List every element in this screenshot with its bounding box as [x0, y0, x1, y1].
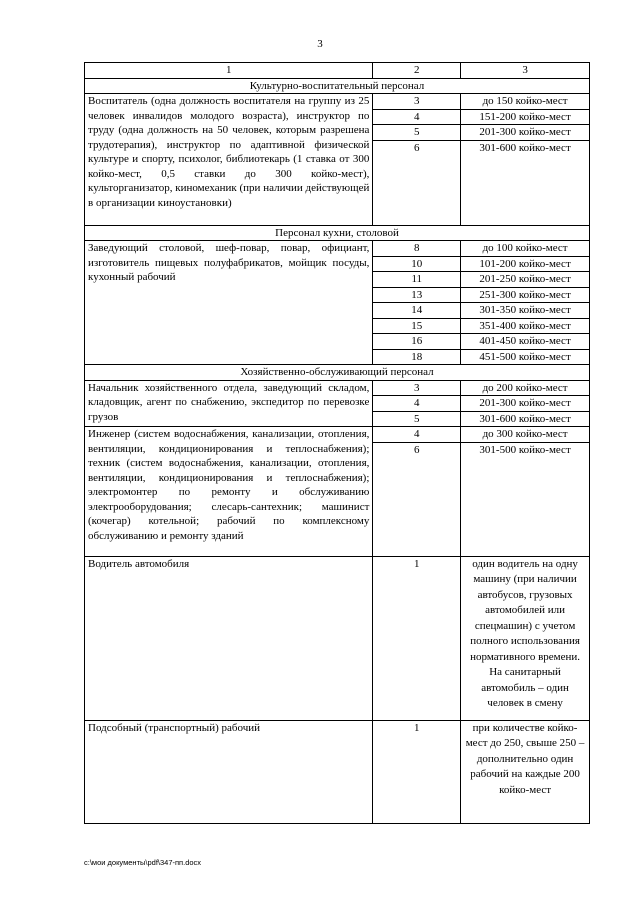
bed-range: 201-300 койко-мест	[461, 125, 590, 141]
table-row	[85, 427, 590, 443]
position-description: Инженер (систем водоснабжения, канализации, отопления, вентиляции, кондиционирования и теплоснабжения); техник (систем водоснабжения, канализации, отопления, вентиляции, кондиционирования и теплоснабжения); электромонтер по ремонту и обслуживанию электрооборудования; слесарь-сантехник; машинист (кочегар) котельной; рабочий по комплексному обслуживанию и ремонту зданий	[85, 427, 373, 557]
staff-count: 4	[373, 109, 461, 125]
staff-count: 3	[373, 380, 461, 396]
bed-range: 351-400 койко-мест	[461, 318, 590, 334]
staff-count: 6	[373, 442, 461, 556]
bed-range: 451-500 койко-мест	[461, 349, 590, 365]
table-row	[85, 241, 590, 257]
staff-count: 11	[373, 272, 461, 288]
section-cultural	[85, 78, 590, 94]
staff-count: 8	[373, 241, 461, 257]
header-col-1: 1	[85, 63, 373, 79]
staff-note: один водитель на одну машину (при наличии автобусов, грузовых автомобилей или спецмашин) с учетом полного использования нормативного времени. На санитарный автомобиль – один человек в смену	[461, 556, 590, 720]
section-household	[85, 365, 590, 381]
bed-range: 251-300 койко-мест	[461, 287, 590, 303]
staff-count: 14	[373, 303, 461, 319]
section-title: Персонал кухни, столовой	[85, 225, 590, 241]
bed-range: 301-500 койко-мест	[461, 442, 590, 556]
header-col-2: 2	[373, 63, 461, 79]
bed-range: 101-200 койко-мест	[461, 256, 590, 272]
staff-count: 3	[373, 94, 461, 110]
table-row	[85, 94, 590, 110]
bed-range: 401-450 койко-мест	[461, 334, 590, 350]
bed-range: до 100 койко-мест	[461, 241, 590, 257]
table-row	[85, 380, 590, 396]
file-path-footer: c:\мои документы\pdf\347-пп.docx	[84, 858, 202, 867]
position-description: Воспитатель (одна должность воспитателя на группу из 25 человек инвалидов молодого возраста), инструктор по труду (одна должность на 50 человек, которым разрешена трудотерапия), инструктор по адаптивной физической культуре и спорту, психолог, библиотекарь (1 ставка от 300 койко-мест, 0,5 ставки до 300 койко-мест), культорганизатор, киномеханик (при наличии действующей в организации киноустановки)	[85, 94, 373, 226]
position-description: Водитель автомобиля	[85, 556, 373, 720]
staff-note: при количестве койко-мест до 250, свыше 250 – дополнительно один рабочий на каждые 200 койко-мест	[461, 720, 590, 823]
bed-range: 201-300 койко-мест	[461, 396, 590, 412]
header-row	[85, 63, 590, 79]
staffing-table	[84, 62, 590, 824]
section-kitchen	[85, 225, 590, 241]
position-description: Начальник хозяйственного отдела, заведующий складом, кладовщик, агент по снабжению, экспедитор по перевозке грузов	[85, 380, 373, 427]
bed-range: 151-200 койко-мест	[461, 109, 590, 125]
bed-range: 301-350 койко-мест	[461, 303, 590, 319]
staff-count: 18	[373, 349, 461, 365]
bed-range: до 150 койко-мест	[461, 94, 590, 110]
staff-count: 1	[373, 720, 461, 823]
header-col-3: 3	[461, 63, 590, 79]
bed-range: 301-600 койко-мест	[461, 140, 590, 225]
page-number: 3	[317, 38, 323, 50]
staff-count: 10	[373, 256, 461, 272]
section-title: Культурно-воспитательный персонал	[85, 78, 590, 94]
bed-range: до 300 койко-мест	[461, 427, 590, 443]
position-description: Подсобный (транспортный) рабочий	[85, 720, 373, 823]
bed-range: 201-250 койко-мест	[461, 272, 590, 288]
staff-count: 4	[373, 396, 461, 412]
staff-count: 5	[373, 411, 461, 427]
staff-count: 15	[373, 318, 461, 334]
staff-count: 4	[373, 427, 461, 443]
section-title: Хозяйственно-обслуживающий персонал	[85, 365, 590, 381]
bed-range: до 200 койко-мест	[461, 380, 590, 396]
staff-count: 13	[373, 287, 461, 303]
table-row	[85, 720, 590, 823]
staff-count: 16	[373, 334, 461, 350]
table-row	[85, 556, 590, 720]
staff-count: 6	[373, 140, 461, 225]
staff-count: 1	[373, 556, 461, 720]
bed-range: 301-600 койко-мест	[461, 411, 590, 427]
position-description: Заведующий столовой, шеф-повар, повар, официант, изготовитель пищевых полуфабрикатов, мойщик посуды, кухонный рабочий	[85, 241, 373, 365]
staff-count: 5	[373, 125, 461, 141]
